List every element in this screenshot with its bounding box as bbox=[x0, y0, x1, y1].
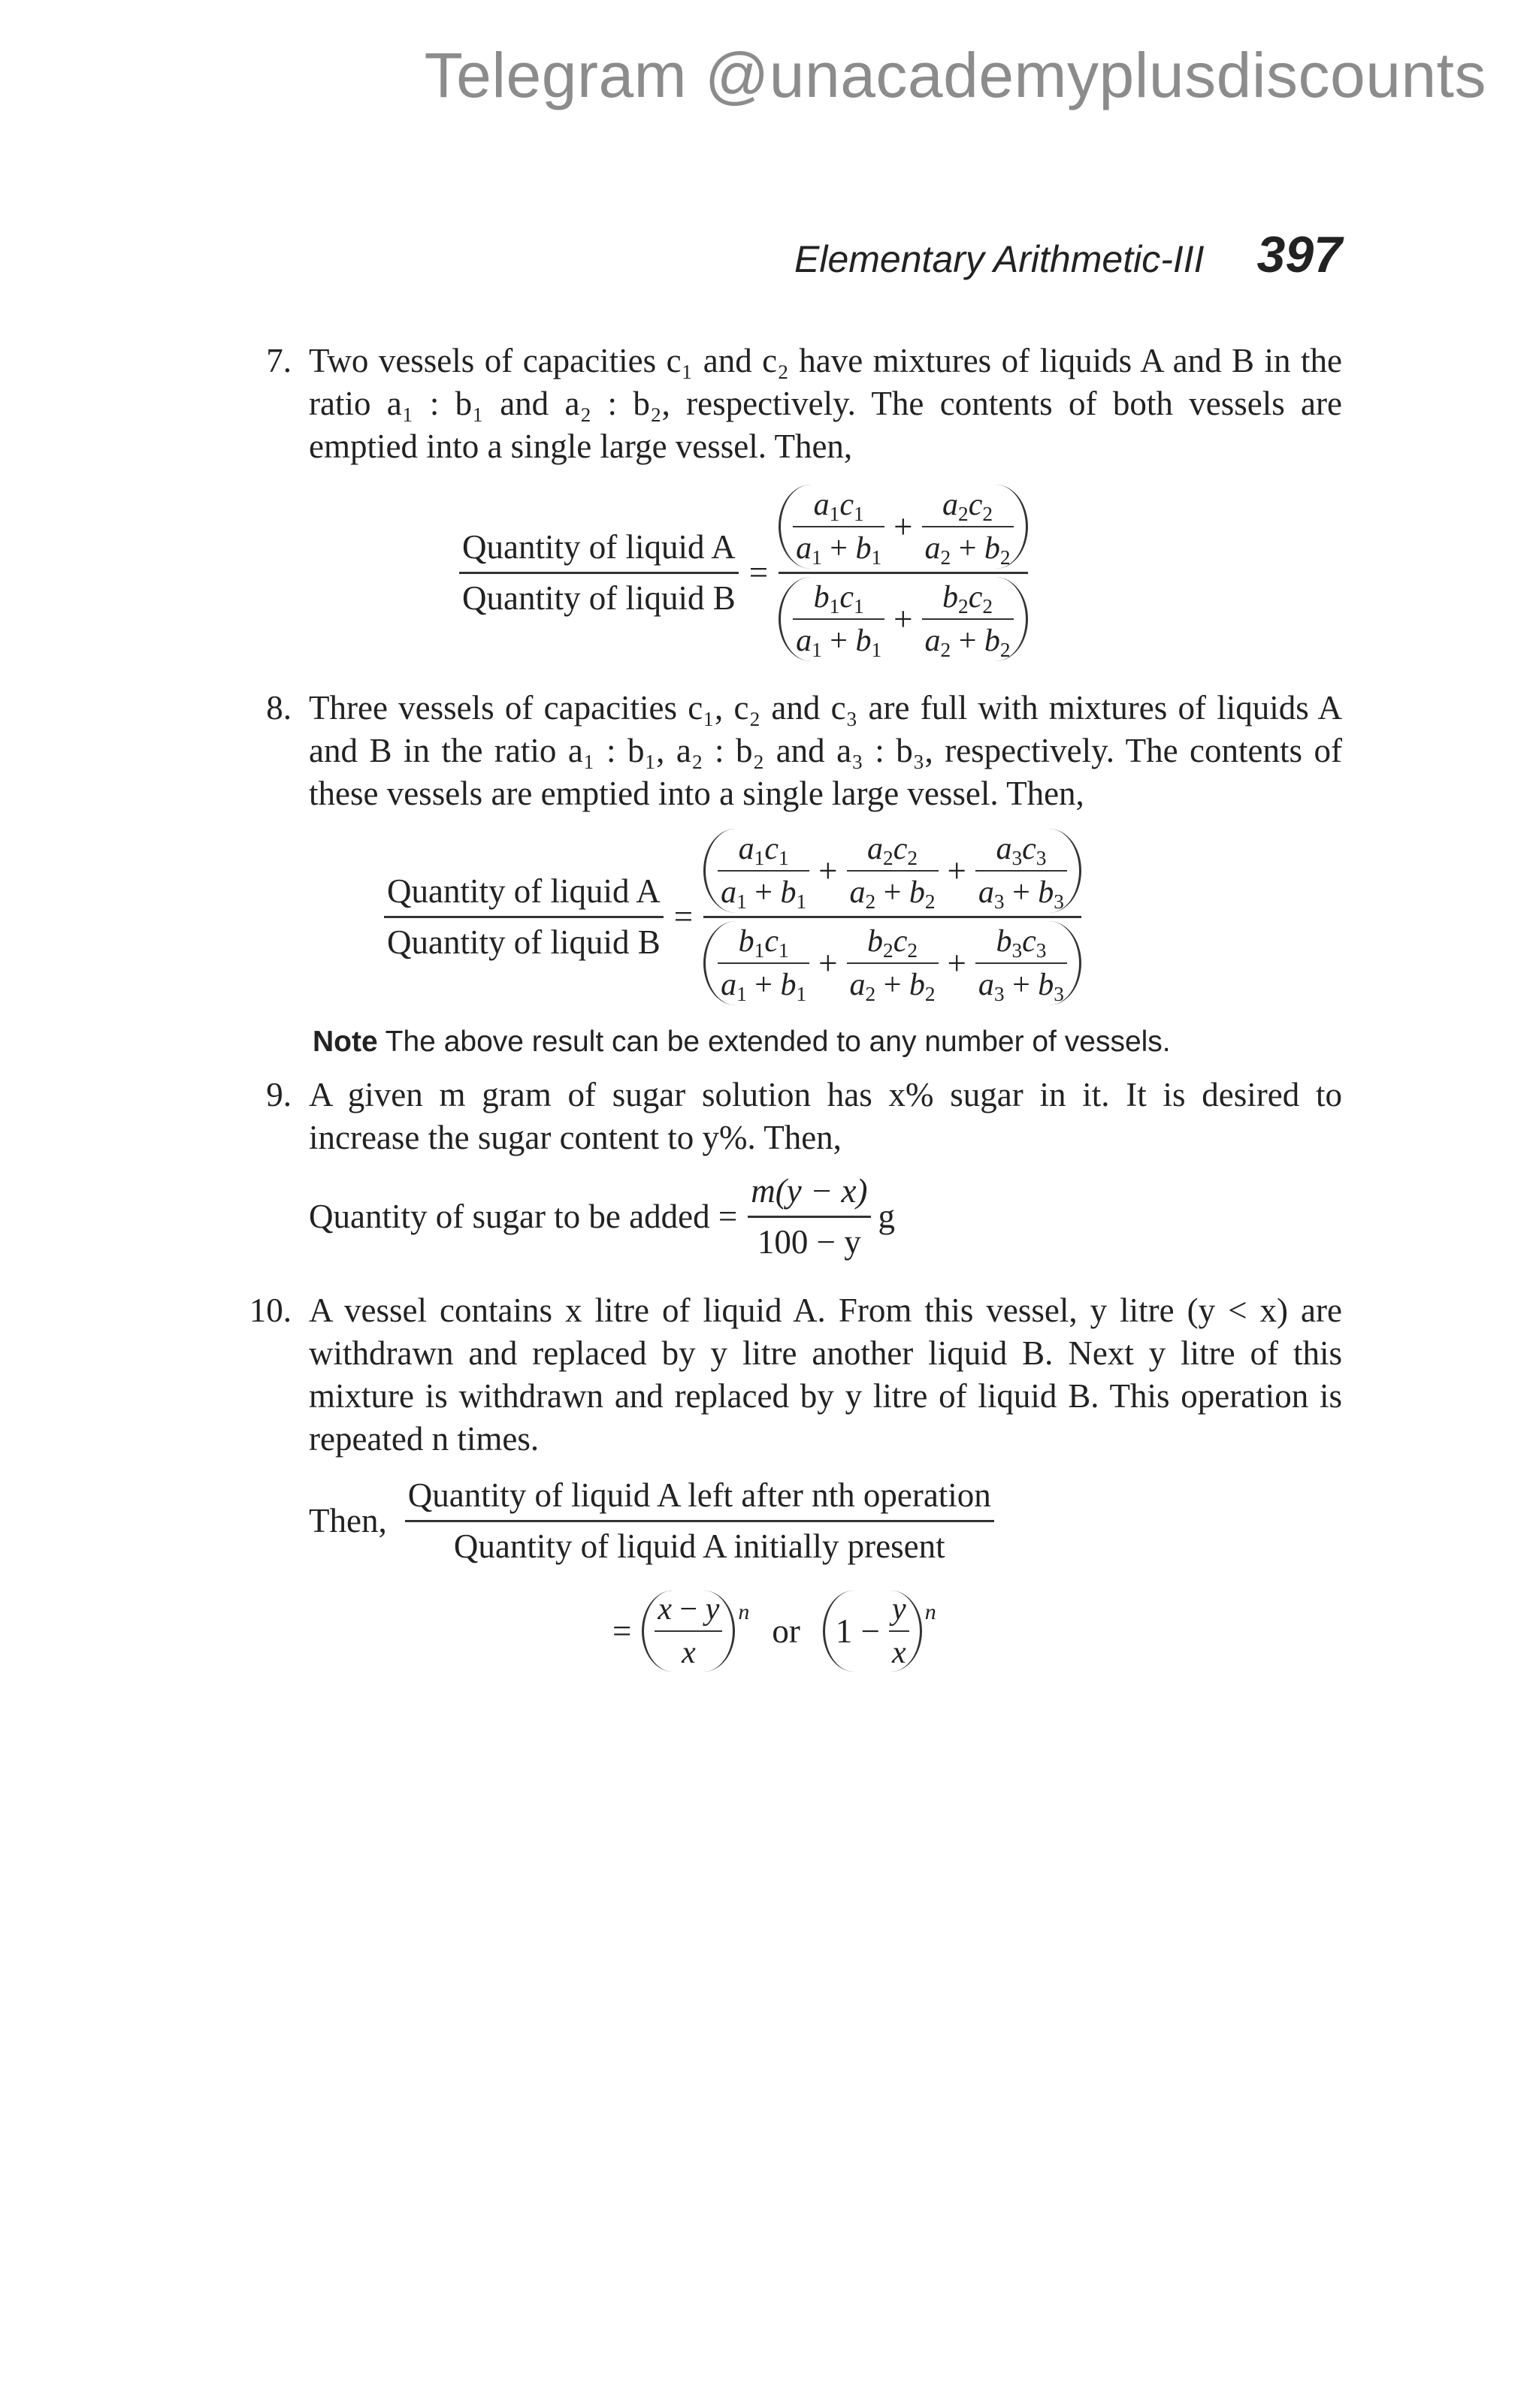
formula-repeated-dilution bbox=[309, 1474, 1342, 1568]
frac-denominator: 100 − y bbox=[757, 1223, 861, 1261]
note-label: Note bbox=[313, 1026, 378, 1058]
formula-three-vessels: $\frac{\text{Quantity of liquid A}}{\text{Quantity of liquid B}}$ = $\frac{a_1c_1}{a_1 + b_1}$ + $\frac{a_2c_2}{a_2 + b_2}$ + $\frac{a_3c_3}{a_3 + b_3}$ $\frac{b_1c_1}{a_1 + b_1}$ + $\frac{b_2c_2}{a_2 + b_2}$ + $\frac{b_3c_3}{a_3 + b_3}$ bbox=[384, 829, 1342, 1005]
lhs-denominator: Quantity of liquid B bbox=[462, 579, 736, 617]
lhs-numerator: Quantity of liquid A bbox=[462, 528, 736, 566]
item-text: Three vessels of capacities c₁, c₂ and c₃ are full with mixtures of liquids A and B in the ratio a₁ : b₁, a₂ : b₂ and a₃ : b₃, respectively. The contents of these vessels are emptied into a single large vessel. Then, bbox=[309, 689, 1342, 812]
item-text: A vessel contains x litre of liquid A. From this vessel, y litre (y < x) are withdrawn and replaced by y litre another liquid B. Next y litre of this mixture is withdrawn and replaced by y litre of liquid B. This operation is repeated n times. bbox=[309, 1292, 1342, 1458]
formula-sugar bbox=[309, 1170, 1342, 1264]
rhs-ratio: $\frac{a_1c_1}{a_1 + b_1}$ + $\frac{a_2c_2}{a_2 + b_2}$ + $\frac{a_3c_3}{a_3 + b_3}$ $\frac{b_1c_1}{a_1 + b_1}$ + $\frac{b_2c_2}{a_2 + b_2}$ + $\frac{b_3c_3}{a_3 + b_3}$ bbox=[703, 829, 1081, 1005]
lhs-denominator: Quantity of liquid B bbox=[387, 923, 661, 961]
then-label: Then, bbox=[309, 1502, 387, 1539]
item-10 bbox=[237, 1289, 1342, 1672]
rhs-ratio: $\frac{a_1c_1}{a_1 + b_1}$ + $\frac{a_2c_2}{a_2 + b_2}$ $\frac{b_1c_1}{a_1 + b_1}$ + $\frac{b_2c_2}{a_2 + b_2}$ bbox=[779, 485, 1027, 661]
formula-lhs: Quantity of sugar to be added = bbox=[309, 1198, 738, 1235]
item-text: A given m gram of sugar solution has x% sugar in it. It is desired to increase the sugar content to y%. Then, bbox=[309, 1076, 1342, 1156]
item-text: Two vessels of capacities c₁ and c₂ have mixtures of liquids A and B in the ratio a₁ : b₁ and a₂ : b₂, respectively. The contents of both vessels are emptied into a single large vessel. Then, bbox=[309, 342, 1342, 465]
formula-result: = $\frac{x - y}{x}$ $^n$ or 1 − $\frac{y}{x}$ $^n$ bbox=[612, 1592, 936, 1670]
running-header bbox=[794, 225, 1342, 284]
item-9 bbox=[237, 1074, 1342, 1264]
lhs-numerator: Quantity of liquid A bbox=[387, 872, 661, 910]
item-number: 9. bbox=[266, 1076, 292, 1113]
item-7 bbox=[237, 340, 1342, 661]
note-text: The above result can be extended to any number of vessels. bbox=[385, 1026, 1171, 1058]
item-8 bbox=[237, 687, 1342, 1005]
item-number: 10. bbox=[249, 1292, 292, 1329]
watermark-text: Telegram @unacademyplusdiscounts bbox=[424, 40, 1486, 110]
lhs-ratio bbox=[459, 526, 739, 620]
frac-denominator: Quantity of liquid A initially present bbox=[453, 1527, 945, 1565]
formula-two-vessels: $\frac{\text{Quantity of liquid A}}{\text{Quantity of liquid B}}$ = $\frac{a_1c_1}{a_1 + b_1}$ + $\frac{a_2c_2}{a_2 + b_2}$ $\frac{b_1c_1}{a_1 + b_1}$ + $\frac{b_2c_2}{a_2 + b_2}$ bbox=[459, 485, 1342, 661]
page-number: 397 bbox=[1256, 226, 1342, 283]
frac-numerator: m(y − x) bbox=[751, 1172, 868, 1210]
unit: g bbox=[878, 1198, 896, 1235]
lhs-ratio bbox=[384, 870, 664, 964]
running-title: Elementary Arithmetic-III bbox=[794, 238, 1205, 280]
frac-numerator: Quantity of liquid A left after nth operation bbox=[407, 1476, 991, 1514]
item-number: 7. bbox=[266, 342, 292, 379]
or-label: or bbox=[772, 1612, 800, 1650]
item-number: 8. bbox=[266, 689, 292, 727]
page-body bbox=[237, 340, 1342, 1672]
note bbox=[313, 1020, 1342, 1063]
